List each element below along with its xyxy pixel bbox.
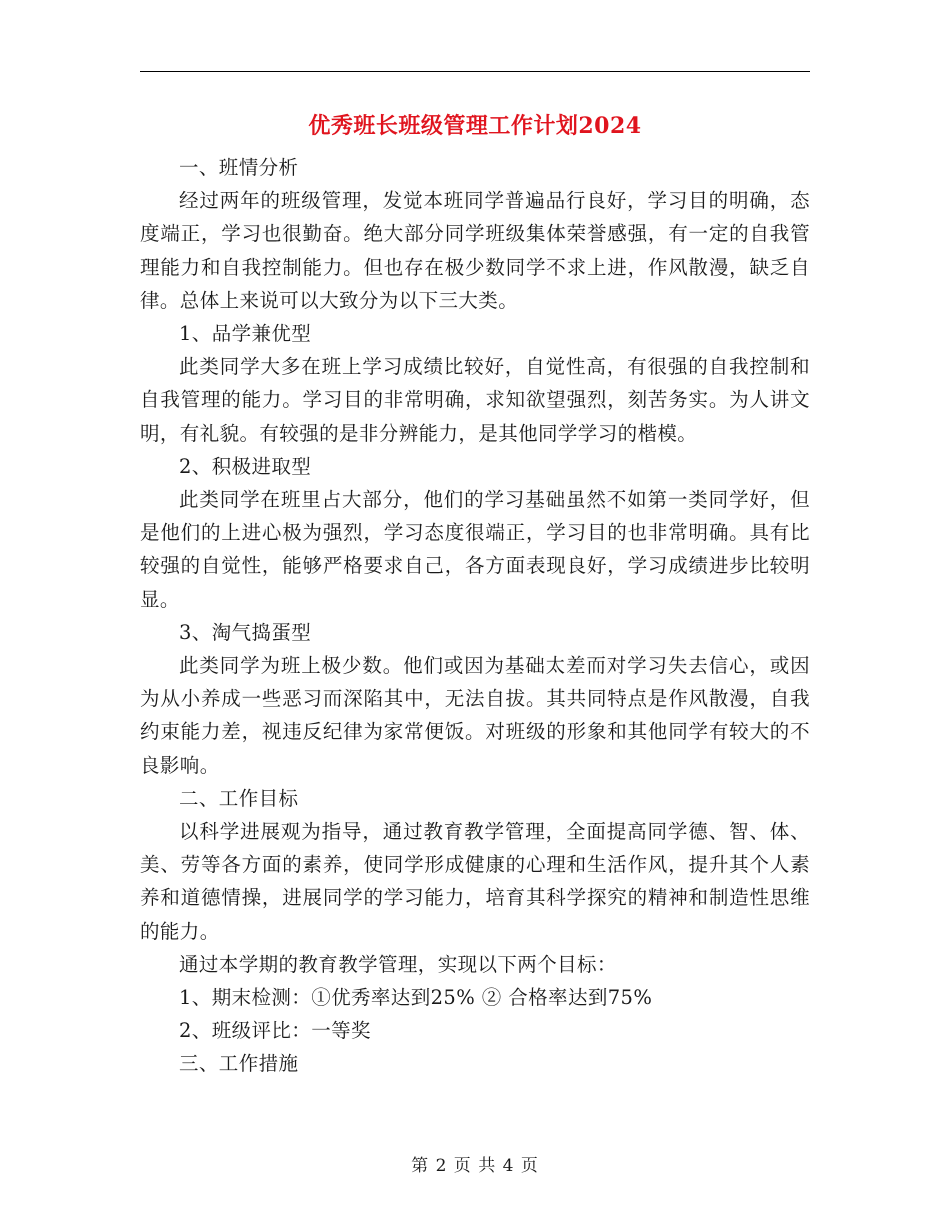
subsection-heading: 3、淘气捣蛋型 bbox=[179, 620, 312, 644]
paragraph: 此类同学在班里占大部分，他们的学习基础虽然不如第一类同学好，但是他们的上进心极为强烈，学习态度很端正，学习目的也非常明确。具有比较强的自觉性，能够严格要求自己，各方面表现良好，学习成绩进步比较明显。 bbox=[140, 488, 810, 611]
paragraph: 经过两年的班级管理，发觉本班同学普遍品行良好，学习目的明确，态度端正，学习也很勤奋。绝大部分同学班级集体荣誉感强，有一定的自我管理能力和自我控制能力。但也存在极少数同学不求上进，作风散漫，缺乏自律。总体上来说可以大致分为以下三大类。 bbox=[140, 189, 810, 312]
section-heading: 三、工作措施 bbox=[179, 1052, 299, 1076]
subsection-heading: 1、品学兼优型 bbox=[179, 322, 312, 346]
document-title: 优秀班长班级管理工作计划2024 bbox=[308, 113, 642, 139]
paragraph: 通过本学期的教育教学管理，实现以下两个目标： bbox=[179, 952, 617, 976]
paragraph: 以科学进展观为指导，通过教育教学管理，全面提高同学德、智、体、美、劳等各方面的素养，使同学形成健康的心理和生活作风，提升其个人素养和道德情操，进展同学的学习能力，培育其科学探究的精神和制造性思维的能力。 bbox=[140, 820, 810, 943]
paragraph: 此类同学为班上极少数。他们或因为基础太差而对学习失去信心，或因为从小养成一些恶习而深陷其中，无法自拔。其共同特点是作风散漫，自我约束能力差，视违反纪律为家常便饭。对班级的形象和其他同学有较大的不良影响。 bbox=[140, 654, 810, 777]
document-body bbox=[140, 151, 810, 1081]
list-item: 2、班级评比：一等奖 bbox=[179, 1019, 371, 1043]
list-item: 1、期末检测：①优秀率达到25% ② 合格率达到75% bbox=[179, 986, 653, 1010]
subsection-heading: 2、积极进取型 bbox=[179, 454, 312, 478]
section-heading: 一、班情分析 bbox=[179, 156, 299, 179]
page-number: 第 2 页 共 4 页 bbox=[411, 1156, 539, 1176]
paragraph: 此类同学大多在班上学习成绩比较好，自觉性高，有很强的自我控制和自我管理的能力。学习目的非常明确，求知欲望强烈，刻苦务实。为人讲文明，有礼貌。有较强的是非分辨能力，是其他同学学习的楷模。 bbox=[140, 355, 810, 445]
section-heading: 二、工作目标 bbox=[179, 786, 299, 810]
header-rule bbox=[140, 71, 810, 72]
